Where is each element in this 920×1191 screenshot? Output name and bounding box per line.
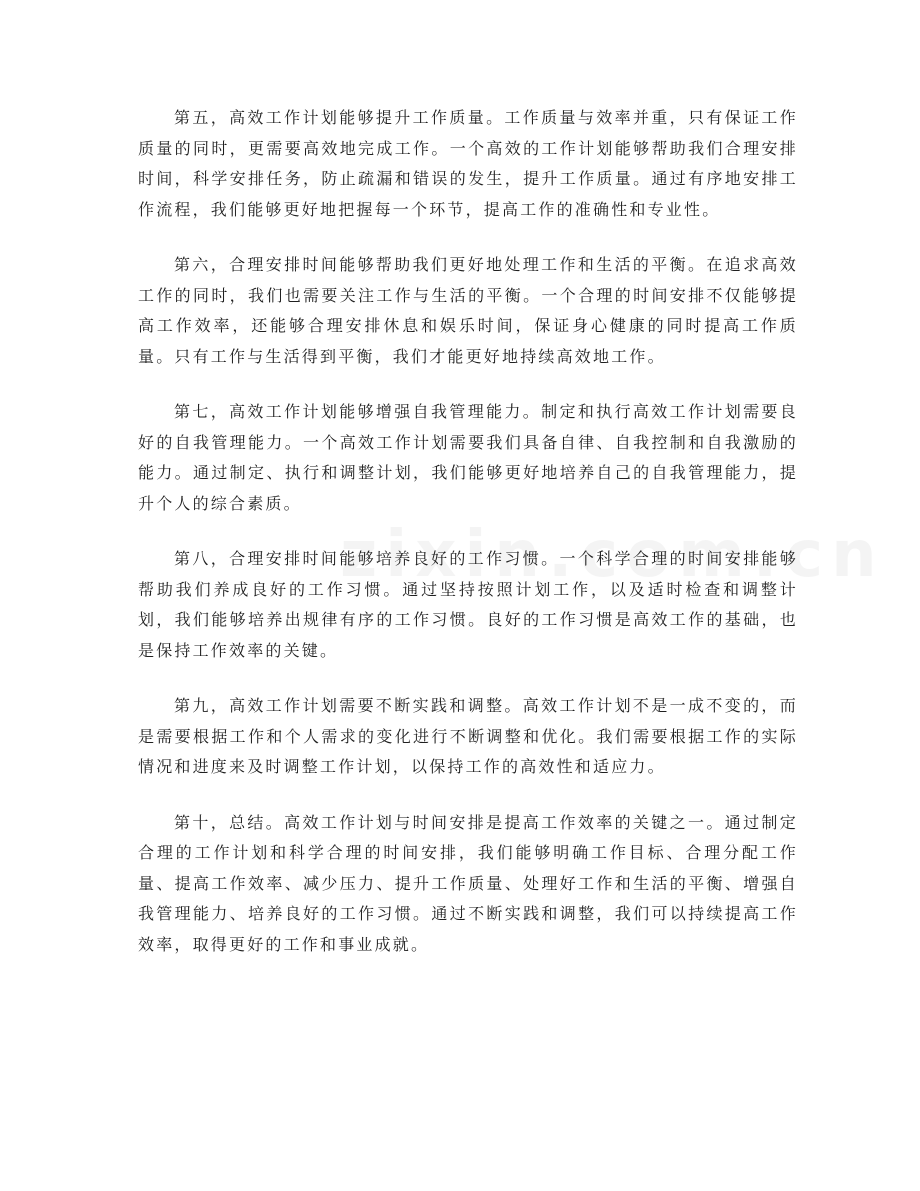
paragraph-9: 第九，高效工作计划需要不断实践和调整。高效工作计划不是一成不变的，而是需要根据工作和个人需求的变化进行不断调整和优化。我们需要根据工作的实际情况和进度来及时调整工作计划，以保持工作的高效性和适应力。 (138, 696, 798, 776)
paragraph-8: 第八，合理安排时间能够培养良好的工作习惯。一个科学合理的时间安排能够帮助我们养成良好的工作习惯。通过坚持按照计划工作，以及适时检查和调整计划，我们能够培养出规律有序的工作习惯。良好的工作习惯是高效工作的基础，也是保持工作效率的关键。 (138, 549, 798, 660)
document-body (138, 103, 798, 985)
paragraph-5: 第五，高效工作计划能够提升工作质量。工作质量与效率并重，只有保证工作质量的同时，更需要高效地完成工作。一个高效的工作计划能够帮助我们合理安排时间，科学安排任务，防止疏漏和错误的发生，提升工作质量。通过有序地安排工作流程，我们能够更好地把握每一个环节，提高工作的准确性和专业性。 (138, 108, 798, 219)
paragraph-10: 第十，总结。高效工作计划与时间安排是提高工作效率的关键之一。通过制定合理的工作计划和科学合理的时间安排，我们能够明确工作目标、合理分配工作量、提高工作效率、减少压力、提升工作质量、处理好工作和生活的平衡、增强自我管理能力、培养良好的工作习惯。通过不断实践和调整，我们可以持续提高工作效率，取得更好的工作和事业成就。 (138, 812, 798, 954)
paragraph-6: 第六，合理安排时间能够帮助我们更好地处理工作和生活的平衡。在追求高效工作的同时，我们也需要关注工作与生活的平衡。一个合理的时间安排不仅能够提高工作效率，还能够合理安排休息和娱乐时间，保证身心健康的同时提高工作质量。只有工作与生活得到平衡，我们才能更好地持续高效地工作。 (138, 255, 798, 366)
paragraph-7: 第七，高效工作计划能够增强自我管理能力。制定和执行高效工作计划需要良好的自我管理能力。一个高效工作计划需要我们具备自律、自我控制和自我激励的能力。通过制定、执行和调整计划，我们能够更好地培养自己的自我管理能力，提升个人的综合素质。 (138, 402, 798, 513)
